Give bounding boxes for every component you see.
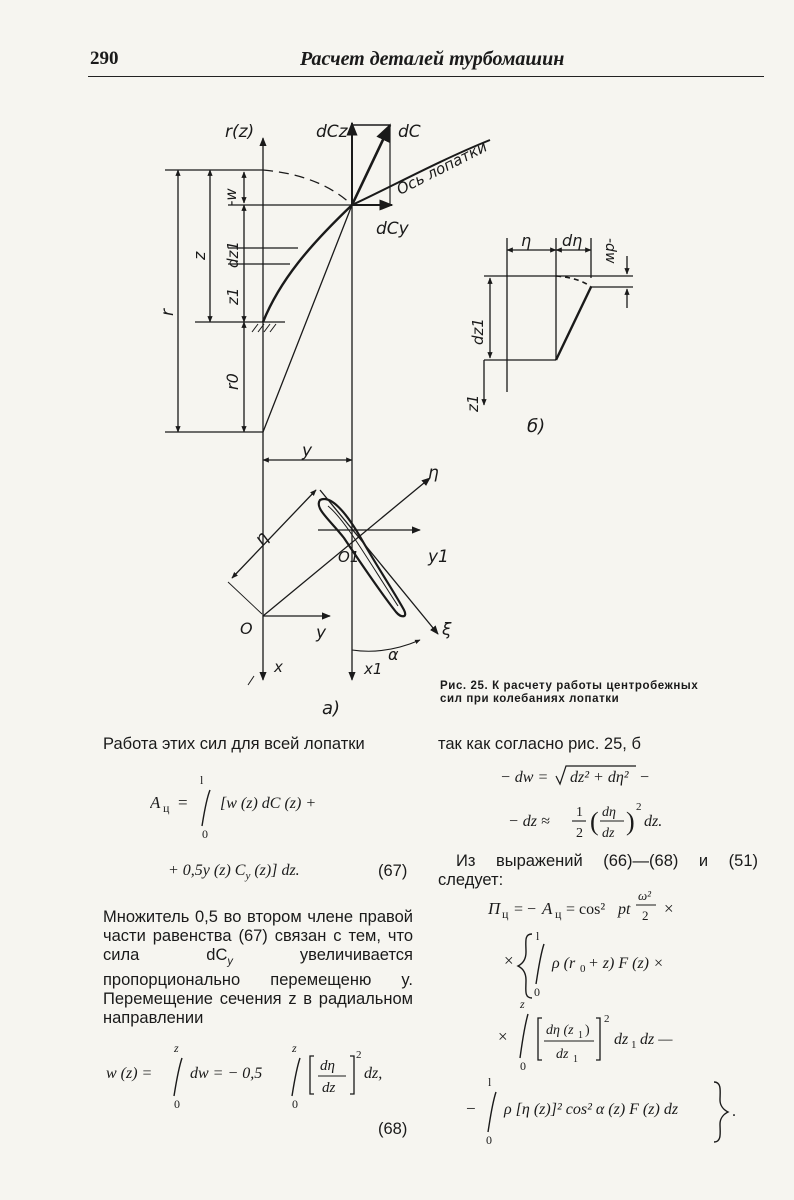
dC-vector bbox=[352, 125, 390, 205]
label-r0: r0 bbox=[223, 373, 242, 390]
right-intro: так как согласно рис. 25, б bbox=[438, 735, 641, 753]
svg-text:ц: ц bbox=[163, 801, 170, 815]
svg-text:dη (z: dη (z bbox=[546, 1023, 574, 1038]
svg-text:0: 0 bbox=[580, 963, 586, 975]
svg-text:= −: = − bbox=[514, 901, 537, 918]
label-blade-axis: Ось лопатки bbox=[393, 137, 491, 199]
label-z1: z1 bbox=[224, 287, 242, 305]
label-y-axis: y bbox=[316, 623, 327, 643]
svg-text:×: × bbox=[664, 899, 674, 918]
svg-text:2: 2 bbox=[642, 908, 649, 923]
svg-text:A: A bbox=[150, 793, 161, 812]
label-dCy: dCy bbox=[376, 219, 409, 239]
svg-text:dz: dz bbox=[322, 1080, 336, 1096]
label-part-a: а) bbox=[322, 698, 341, 719]
label-dz1: dz1 bbox=[224, 241, 242, 268]
svg-text:dz,: dz, bbox=[364, 1065, 383, 1082]
label-y1: y1 bbox=[428, 547, 449, 567]
svg-text:1: 1 bbox=[573, 1054, 578, 1065]
svg-text:w (z) =: w (z) = bbox=[106, 1065, 153, 1082]
svg-text:= cos²: = cos² bbox=[566, 901, 606, 918]
svg-text:ц: ц bbox=[502, 907, 509, 921]
svg-text:−: − bbox=[640, 769, 650, 786]
equation-68 bbox=[100, 1040, 420, 1112]
label-minus-w: -w bbox=[222, 188, 240, 206]
svg-text:dη: dη bbox=[602, 805, 616, 820]
label-eta-dim: η bbox=[250, 527, 273, 550]
equation-Pc bbox=[440, 880, 770, 1150]
svg-text:П: П bbox=[488, 899, 501, 918]
label-x1: x1 bbox=[364, 660, 383, 678]
label-b-deta: dη bbox=[562, 231, 583, 250]
svg-text:1: 1 bbox=[576, 805, 583, 820]
svg-text:dz —: dz — bbox=[640, 1031, 673, 1048]
svg-text:1: 1 bbox=[578, 1030, 583, 1041]
eq68-number: (68) bbox=[378, 1120, 408, 1138]
svg-text:dz.: dz. bbox=[644, 813, 663, 830]
svg-text:2: 2 bbox=[604, 1013, 610, 1025]
svg-text:0: 0 bbox=[292, 1097, 298, 1111]
svg-text:×: × bbox=[498, 1027, 508, 1046]
figure-caption bbox=[440, 680, 770, 706]
svg-text:0: 0 bbox=[202, 827, 208, 841]
svg-text:l: l bbox=[536, 929, 540, 943]
eq67-line2: + 0,5y (z) $C_y$ (z)] dz. bbox=[168, 862, 300, 883]
svg-text:): ) bbox=[585, 1023, 590, 1038]
running-title: Расчет деталей турбомашин bbox=[300, 48, 565, 70]
svg-text:dz: dz bbox=[602, 826, 615, 840]
left-paragraph: Множитель 0,5 во втором члене правой части равенства (67) связан с тем, что сила $dC_y$ увеличивается пропорционально перемещеню y. Перемещение сечения z в радиальном направлении bbox=[103, 908, 413, 1028]
equation-67 bbox=[150, 770, 430, 842]
label-dCz: dCz bbox=[316, 122, 348, 142]
label-O: O bbox=[240, 619, 253, 638]
label-x: x bbox=[274, 658, 283, 676]
svg-text:l: l bbox=[488, 1075, 492, 1089]
svg-text:×: × bbox=[504, 951, 514, 970]
right-from-expr: Из выражений (66)—(68) и (51) следует: bbox=[438, 852, 758, 889]
svg-text:dw = − 0,5: dw = − 0,5 bbox=[190, 1065, 263, 1082]
label-alpha: α bbox=[388, 645, 399, 664]
svg-text:dz: dz bbox=[614, 1031, 629, 1048]
label-b-minus-dw: -dw bbox=[602, 238, 618, 264]
svg-text:.: . bbox=[732, 1103, 736, 1120]
label-O1: O1 bbox=[338, 548, 360, 566]
svg-text:z: z bbox=[292, 1041, 297, 1055]
svg-text:(: ( bbox=[590, 807, 599, 836]
svg-text:+ z) F (z) ×: + z) F (z) × bbox=[588, 955, 664, 972]
caption-line-1: Рис. 25. К расчету работы центробежных bbox=[440, 680, 699, 692]
label-y-top: y bbox=[302, 441, 313, 461]
svg-text:ρ [η (z)]² cos² α (z) F (z) dz: ρ [η (z)]² cos² α (z) F (z) dz bbox=[504, 1101, 679, 1118]
svg-text:0: 0 bbox=[534, 985, 540, 999]
label-b-eta: η bbox=[521, 231, 532, 250]
label-r-z: r(z) bbox=[225, 122, 255, 142]
svg-text:2: 2 bbox=[636, 801, 642, 813]
svg-text:1: 1 bbox=[631, 1039, 637, 1051]
svg-text:dz: dz bbox=[556, 1047, 569, 1062]
svg-text:−: − bbox=[466, 1099, 476, 1118]
svg-text:2: 2 bbox=[576, 826, 583, 840]
svg-text:dη: dη bbox=[320, 1058, 335, 1074]
svg-text:0: 0 bbox=[520, 1059, 526, 1073]
svg-text:=: = bbox=[178, 793, 188, 812]
initial-blade-dashed bbox=[263, 170, 352, 205]
label-b-dz1: dz1 bbox=[469, 318, 487, 345]
label-dC: dC bbox=[398, 122, 421, 142]
svg-text:2: 2 bbox=[356, 1049, 362, 1061]
label-eta-axis: η bbox=[428, 463, 439, 483]
svg-text:− dz ≈: − dz ≈ bbox=[508, 813, 550, 830]
svg-text:0: 0 bbox=[486, 1133, 492, 1147]
label-xi: ξ bbox=[442, 620, 452, 640]
caption-line-2: сил при колебаниях лопатки bbox=[440, 693, 620, 705]
label-part-b: б) bbox=[527, 416, 546, 437]
label-z: z bbox=[190, 251, 209, 260]
blade-profile bbox=[319, 499, 405, 616]
svg-text:ρ (r: ρ (r bbox=[552, 955, 576, 972]
svg-text:A: A bbox=[542, 899, 553, 918]
svg-text:dz² + dη²: dz² + dη² bbox=[570, 769, 629, 786]
eq67-line1: [w (z) dC (z) + bbox=[220, 795, 317, 812]
svg-text:ц: ц bbox=[555, 907, 562, 921]
svg-text:− dw =: − dw = bbox=[500, 769, 549, 786]
left-intro: Работа этих сил для всей лопатки bbox=[103, 735, 365, 753]
svg-text:0: 0 bbox=[174, 1097, 180, 1111]
label-r: r bbox=[158, 309, 178, 316]
svg-text:pt: pt bbox=[618, 901, 631, 918]
svg-text:): ) bbox=[626, 807, 635, 836]
equation-dw bbox=[490, 760, 760, 840]
svg-text:z: z bbox=[174, 1041, 179, 1055]
eq67-number: (67) bbox=[378, 862, 408, 880]
label-b-z1: z1 bbox=[464, 394, 482, 412]
svg-text:z: z bbox=[520, 997, 525, 1011]
svg-text:l: l bbox=[200, 773, 204, 787]
svg-text:ω²: ω² bbox=[638, 888, 652, 903]
eta-axis bbox=[263, 478, 430, 616]
page-number: 290 bbox=[90, 48, 119, 69]
